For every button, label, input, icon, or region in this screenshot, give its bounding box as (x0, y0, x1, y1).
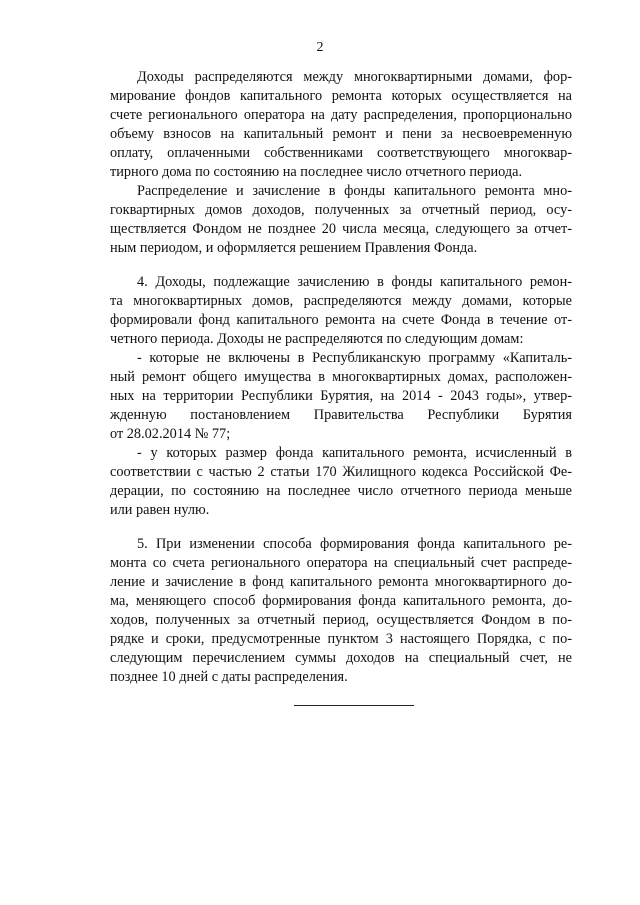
list-item-line: ных на территории Республики Бурятия, на 2014 - 2043 годы», утвер- (110, 388, 572, 404)
paragraph-line: ным периодом, и оформляется решением Правления Фонда. (110, 240, 478, 256)
end-of-document-rule (294, 705, 414, 706)
paragraph-line: рядке и сроки, предусмотренные пунктом 3 настоящего Порядка, с по- (110, 631, 572, 647)
list-item-line: - у которых размер фонда капитального ремонта, исчисленный в (137, 445, 572, 461)
paragraph-line: четного периода. Доходы не распределяются по следующим домам: (110, 331, 524, 347)
list-item-line: соответствии с частью 2 статьи 170 Жилищного кодекса Российской Фе- (110, 464, 572, 480)
paragraph-line: ма, меняющего способ формирования фонда капитального ремонта, до- (110, 593, 572, 609)
page-number: 2 (316, 40, 324, 55)
list-item-line: или равен нулю. (110, 502, 210, 518)
list-item-line: жденную постановлением Правительства Республики Бурятия (110, 407, 572, 423)
paragraph-line: Доходы распределяются между многоквартирными домами, фор- (137, 69, 572, 85)
paragraph-line: объему взносов на капитальный ремонт и пени за несвоевременную (110, 126, 572, 142)
paragraph-line: монта со счета регионального оператора на специальный счет распреде- (110, 555, 572, 571)
paragraph-line: та многоквартирных домов, распределяются между домами, которые (110, 293, 572, 309)
list-item-line: дерации, по состоянию на последнее число отчетного периода меньше (110, 483, 572, 499)
paragraph-line: позднее 10 дней с даты распределения. (110, 669, 348, 685)
paragraph-line: формировали фонд капитального ремонта на счете Фонда в течение от- (110, 312, 572, 328)
paragraph-line: 4. Доходы, подлежащие зачислению в фонды капитального ремон- (137, 274, 572, 290)
paragraph-line: ходов, полученных за отчетный период, осуществляется Фондом в по- (110, 612, 572, 628)
paragraph-line: ществляется Фондом не позднее 20 числа месяца, следующего за отчет- (110, 221, 572, 237)
paragraph-line: Распределение и зачисление в фонды капитального ремонта мно- (137, 183, 572, 199)
paragraph-line: 5. При изменении способа формирования фонда капитального ре- (137, 536, 572, 552)
paragraph-line: тирного дома по состоянию на последнее число отчетного периода. (110, 164, 523, 180)
paragraph-line: мирование фондов капитального ремонта которых осуществляется на (110, 88, 572, 104)
list-item-line: ный ремонт общего имущества в многоквартирных домах, расположен- (110, 369, 572, 385)
list-item-line: - которые не включены в Республиканскую программу «Капиталь- (137, 350, 572, 366)
paragraph-line: гоквартирных домов доходов, полученных за отчетный период, осу- (110, 202, 572, 218)
list-item-line: от 28.02.2014 № 77; (110, 426, 231, 442)
paragraph-line: следующим перечислением суммы доходов на специальный счет, не (110, 650, 572, 666)
paragraph-line: ление и зачисление в фонд капитального ремонта многоквартирного до- (110, 574, 572, 590)
paragraph-line: оплату, оплаченными собственниками соответствующего многоквар- (110, 145, 572, 161)
paragraph-line: счете регионального оператора на дату распределения, пропорционально (110, 107, 572, 123)
